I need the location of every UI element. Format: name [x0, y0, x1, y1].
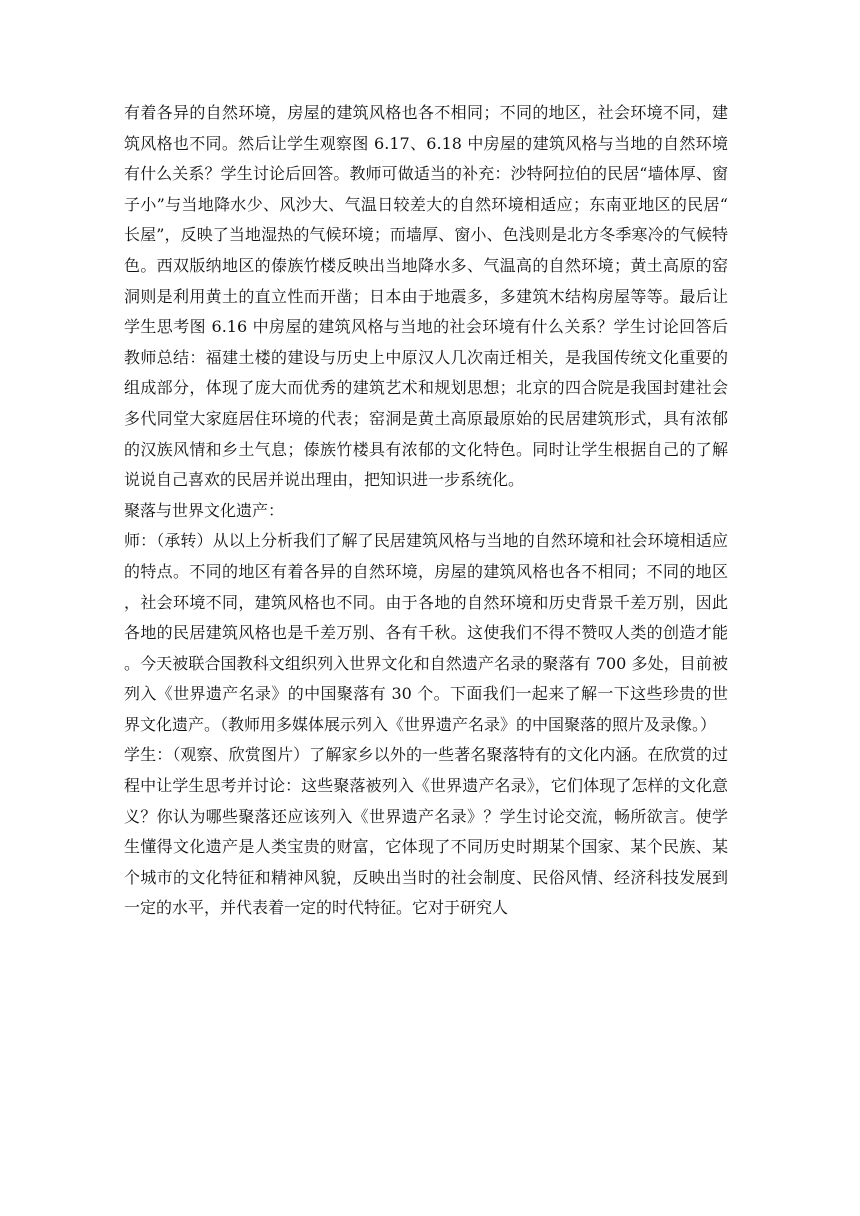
section-heading-world-heritage: 聚落与世界文化遗产：: [124, 500, 285, 520]
paragraph-student-activity: 学生：（观察、欣赏图片）了解家乡以外的一些著名聚落特有的文化内涵。在欣赏的过程中让学生思考并讨论：这些聚落被列入《世界遗产名录》，它们体现了怎样的文化意义？你认为哪些聚落还应该列入《世界遗产名录》？学生讨论交流，畅所欲言。使学生懂得文化遗产是人类宝贵的财富，它体现了不同历史时期某个国家、某个民族、某个城市的文化特征和精神风貌，反映出当时的社会制度、民俗风情、经济科技发展到一定的水平，并代表着一定的时代特征。它对于研究人: [124, 745, 728, 918]
document-page: [124, 98, 728, 924]
paragraph-architecture-styles: 有着各异的自然环境，房屋的建筑风格也各不相同；不同的地区，社会环境不同，建筑风格也不同。然后让学生观察图 6.17、6.18 中房屋的建筑风格与当地的自然环境有什么关系？学生讨论后回答。教师可做适当的补充：沙特阿拉伯的民居“墙体厚、窗子小”与当地降水少、风沙大、气温日较差大的自然环境相适应；东南亚地区的民居“长屋”，反映了当地湿热的气候环境；而墙厚、窗小、色浅则是北方冬季寒冷的气候特色。西双版纳地区的傣族竹楼反映出当地降水多、气温高的自然环境；黄土高原的窑洞则是利用黄土的直立性而开凿；日本由于地震多，多建筑木结构房屋等等。最后让学生思考图 6.16 中房屋的建筑风格与当地的社会环境有什么关系？学生讨论回答后教师总结：福建土楼的建设与历史上中原汉人几次南迁相关，是我国传统文化重要的组成部分，体现了庞大而优秀的建筑艺术和规划思想；北京的四合院是我国封建社会多代同堂大家庭居住环境的代表；窑洞是黄土高原最原始的民居建筑形式，具有浓郁的汉族风情和乡土气息；傣族竹楼具有浓郁的文化特色。同时让学生根据自己的了解说说自己喜欢的民居并说出理由，把知识进一步系统化。: [124, 103, 728, 490]
paragraph-teacher-transition: 师：（承转）从以上分析我们了解了民居建筑风格与当地的自然环境和社会环境相适应的特点。不同的地区有着各异的自然环境，房屋的建筑风格也各不相同；不同的地区，社会环境不同，建筑风格也不同。由于各地的自然环境和历史背景千差万别，因此各地的民居建筑风格也是千差万别、各有千秋。这使我们不得不赞叹人类的创造才能。今天被联合国教科文组织列入世界文化和自然遗产名录的聚落有 700 多处，目前被列入《世界遗产名录》的中国聚落有 30 个。下面我们一起来了解一下这些珍贵的世界文化遗产。（教师用多媒体展示列入《世界遗产名录》的中国聚落的照片及录像。）: [124, 531, 728, 734]
